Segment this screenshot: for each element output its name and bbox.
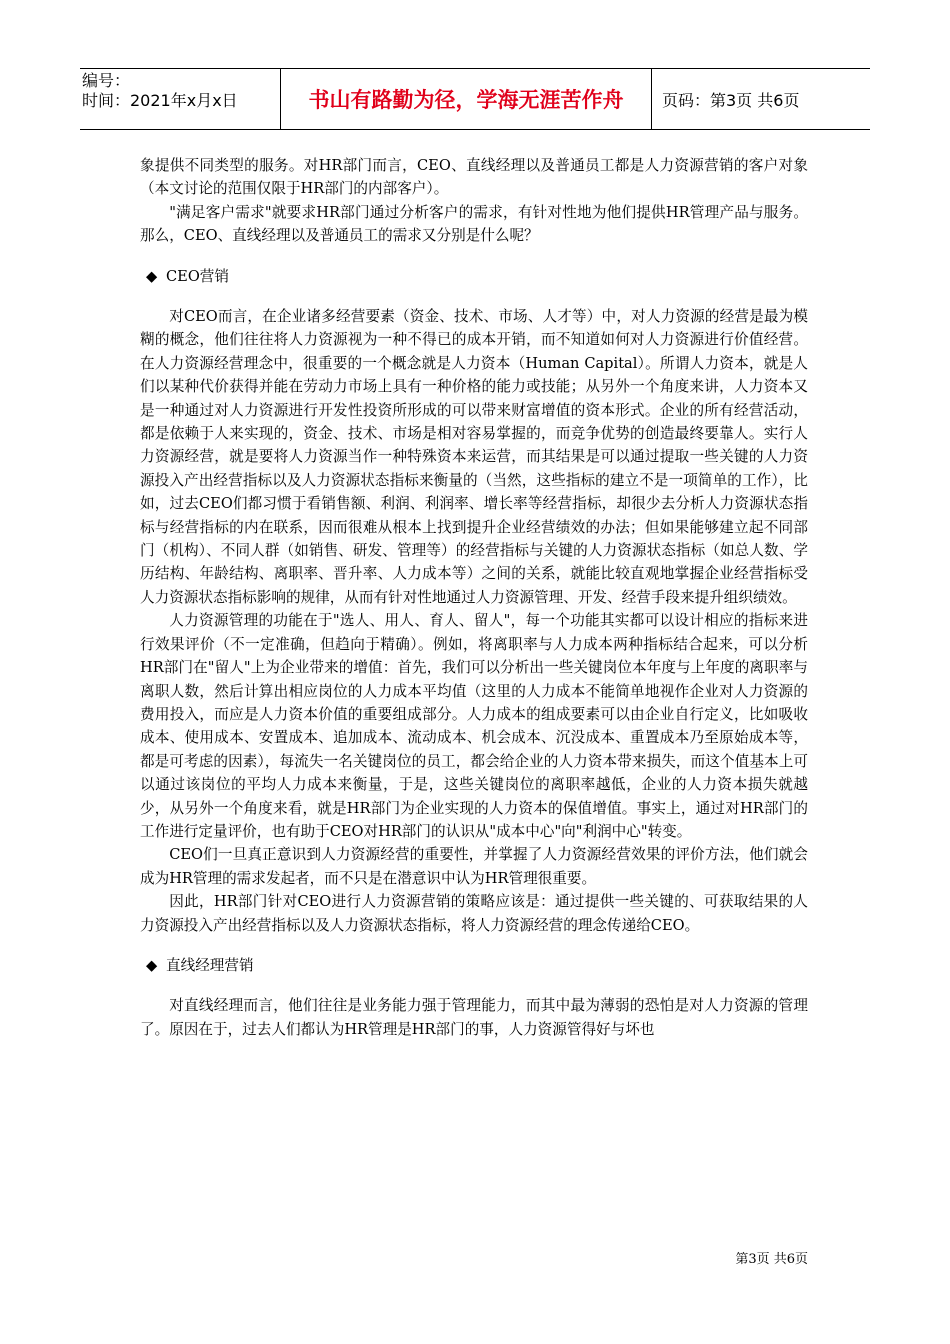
diamond-bullet-icon: ◆ — [146, 267, 158, 285]
header-page-number: 页码：第3页 共6页 — [662, 90, 800, 110]
paragraph: "满足客户需求"就要求HR部门通过分析客户的需求，有针对性地为他们提供HR管理产品与服务。那么，CEO、直线经理以及普通员工的需求又分别是什么呢？ — [140, 203, 808, 245]
page-footer: 第3页 共6页 — [735, 1252, 808, 1267]
document-number: 编号： — [82, 71, 131, 90]
section-heading-ceo — [140, 265, 808, 288]
page-header — [80, 68, 870, 130]
diamond-bullet-icon: ◆ — [146, 956, 158, 974]
section-title: CEO营销 — [166, 267, 229, 285]
paragraph: 因此，HR部门针对CEO进行人力资源营销的策略应该是：通过提供一些关键的、可获取结果的人力资源投入产出经营指标以及人力资源状态指标，将人力资源经营的理念传递给CEO。 — [140, 893, 808, 934]
paragraph: CEO们一旦真正意识到人力资源经营的重要性，并掌握了人力资源经营效果的评价方法，他们就会成为HR管理的需求发起者，而不只是在潜意识中认为HR管理很重要。 — [140, 846, 808, 887]
document-body — [140, 154, 808, 1041]
header-motto: 书山有路勤为径，学海无涯苦作舟 — [280, 69, 652, 129]
section-heading-line-manager — [140, 954, 808, 977]
paragraph: 象提供不同类型的服务。对HR部门而言，CEO、直线经理以及普通员工都是人力资源营销的客户对象（本文讨论的范围仅限于HR部门的内部客户）。 — [140, 157, 808, 198]
paragraph: 对CEO而言，在企业诸多经营要素（资金、技术、市场、人才等）中，对人力资源的经营是最为模糊的概念，他们往往将人力资源视为一种不得已的成本开销，而不知道如何对人力资源进行价值经营。在人力资源经营理念中，很重要的一个概念就是人力资本（Human Capital）。所谓人力资本，就是人们以某种代价获得并能在劳动力市场上具有一种价格的能力或技能；从另外一个角度来讲，人力资本又是一种通过对人力资源进行开发性投资所形成的可以带来财富增值的资本形式。企业的所有经营活动，都是依赖于人来实现的，资金、技术、市场是相对容易掌握的，而竞争优势的创造最终要靠人。实行人力资源经营，就是要将人力资源当作一种特殊资本来运营，而其结果是可以通过提取一些关键的人力资源投入产出经营指标以及人力资源状态指标来衡量的（当然，这些指标的建立不是一项简单的工作），比如，过去CEO们都习惯于看销售额、利润、利润率、增长率等经营指标，却很少去分析人力资源状态指标与经营指标的内在联系，因而很难从根本上找到提升企业经营绩效的办法；但如果能够建立起不同部门（机构）、不同人群（如销售、研发、管理等）的经营指标与关键的人力资源状态指标（如总人数、学历结构、年龄结构、离职率、晋升率、人力成本等）之间的关系，就能比较直观地掌握企业经营指标受人力资源状态指标影响的规律，从而有针对性地通过人力资源管理、开发、经营手段来提升组织绩效。 — [140, 308, 808, 606]
section-title: 直线经理营销 — [166, 956, 254, 974]
header-meta — [82, 71, 278, 127]
document-date: 时间：2021年x月x日 — [82, 91, 238, 110]
paragraph: 人力资源管理的功能在于"选人、用人、育人、留人"，每一个功能其实都可以设计相应的指标来进行效果评价（不一定准确，但趋向于精确）。例如，将离职率与人力成本两种指标结合起来，可以分析HR部门在"留人"上为企业带来的增值：首先，我们可以分析出一些关键岗位本年度与上年度的离职率与离职人数，然后计算出相应岗位的人力成本平均值（这里的人力成本不能简单地视作企业对人力资源的费用投入，而应是人力资本价值的重要组成部分。人力成本的组成要素可以由企业自行定义，比如吸收成本、使用成本、安置成本、追加成本、流动成本、机会成本、沉没成本、重置成本乃至原始成本等，都是可考虑的因素），每流失一名关键岗位的员工，都会给企业的人力资本带来损失，而这个值基本上可以通过该岗位的平均人力成本来衡量，于是，这些关键岗位的离职率越低，企业的人力资本损失就越少，从另外一个角度来看，就是HR部门为企业实现的人力资本的保值增值。事实上，通过对HR部门的工作进行定量评价，也有助于CEO对HR部门的认识从"成本中心"向"利润中心"转变。 — [140, 612, 808, 840]
paragraph: 对直线经理而言，他们往往是业务能力强于管理能力，而其中最为薄弱的恐怕是对人力资源的管理了。原因在于，过去人们都认为HR管理是HR部门的事，人力资源管得好与坏也 — [140, 997, 808, 1038]
